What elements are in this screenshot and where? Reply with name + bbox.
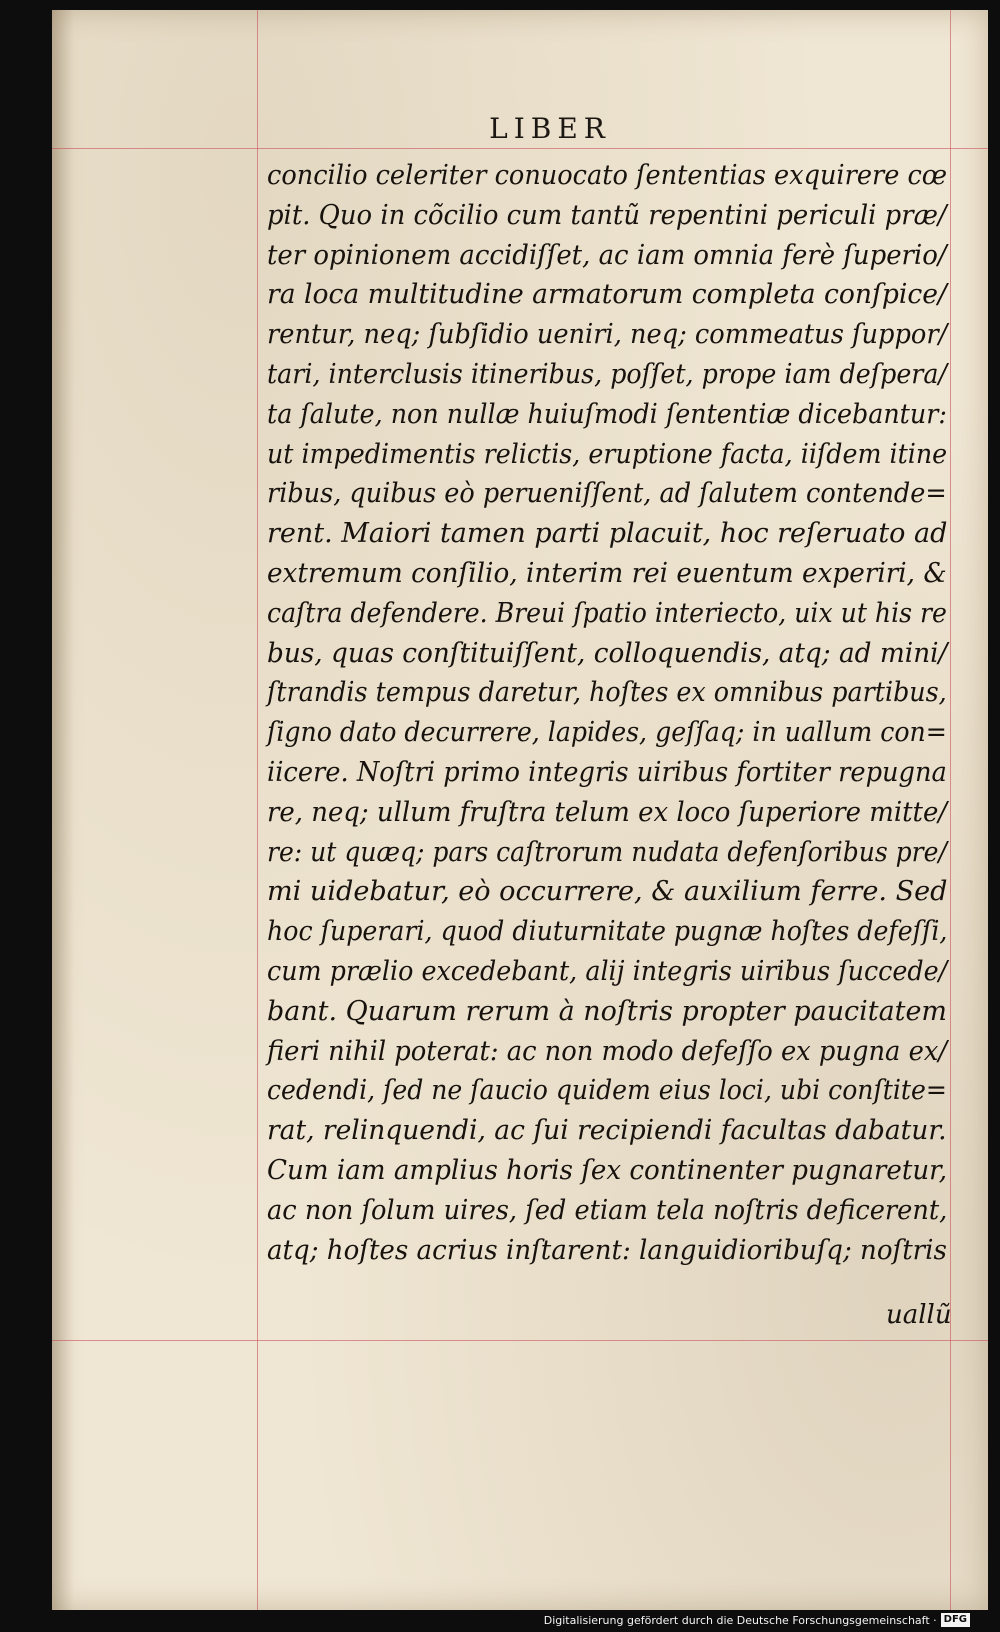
text-line: re, neq; ullum fruſtra telum ex loco ſuperiore mitte/: [267, 795, 948, 828]
book-page: [52, 10, 988, 1610]
credit-text: Digitalisierung gefördert durch die Deutsche Forschungsgemeinschaft ·: [543, 1613, 937, 1627]
text-line: rat, relinquendi, ac ſui recipiendi facultas dabatur.: [267, 1114, 947, 1147]
margin-rule-left: [257, 10, 258, 1610]
dfg-logo: DFG: [941, 1613, 970, 1627]
text-line: bant. Quarum rerum à noſtris propter paucitatem: [267, 994, 947, 1027]
running-header: LIBER: [489, 112, 611, 145]
text-line: tari, interclusis itineribus, poſſet, prope iam deſpera/: [267, 357, 947, 390]
margin-rule-bottom: [52, 1340, 988, 1341]
text-line: hoc ſuperari, quod diuturnitate pugnæ hoſtes defeſſi,: [267, 915, 948, 948]
text-line: Cum iam amplius horis ſex continenter pugnaretur,: [267, 1153, 948, 1186]
text-line: caſtra defendere. Breui ſpatio interiecto, uix ut his re: [267, 596, 947, 629]
text-line: ſtrandis tempus daretur, hoſtes ex omnibus partibus,: [267, 676, 947, 709]
text-line: iicere. Noſtri primo integris uiribus fortiter repugna: [267, 755, 947, 788]
text-line: mi uidebatur, eò occurrere, & auxilium ferre. Sed: [267, 875, 948, 908]
text-line: ut impedimentis relictis, eruptione facta, iiſdem itine: [267, 437, 948, 470]
margin-rule-top: [52, 148, 988, 149]
text-line: cedendi, ſed ne ſaucio quidem eius loci, ubi conſtite=: [267, 1074, 947, 1107]
text-line: bus, quas conſtituiſſent, colloquendis, atq; ad mini/: [267, 636, 948, 669]
text-line: ra loca multitudine armatorum completa conſpice/: [267, 278, 947, 311]
text-line: cum prælio excedebant, alij integris uiribus ſuccede/: [267, 954, 948, 987]
text-line: rentur, neq; ſubſidio ueniri, neq; commeatus ſuppor/: [267, 318, 948, 351]
text-line: ribus, quibus eò perueniſſent, ad ſalutem contende=: [267, 477, 947, 510]
catchword: uallũ: [886, 1300, 952, 1330]
margin-rule-right: [950, 10, 951, 1610]
text-line: re: ut quæq; pars caſtrorum nudata defenſoribus pre/: [267, 835, 947, 868]
body-text: [267, 156, 947, 1270]
text-line: ter opinionem accidiſſet, ac iam omnia ferè ſuperio/: [267, 238, 947, 271]
digitization-credit: [544, 1612, 970, 1628]
text-line: ac non ſolum uires, ſed etiam tela noſtris deficerent,: [267, 1193, 948, 1226]
text-line: extremum conſilio, interim rei euentum experiri, &: [267, 556, 947, 589]
text-line: fieri nihil poterat: ac non modo defeſſo ex pugna ex/: [267, 1034, 948, 1067]
text-line: rent. Maiori tamen parti placuit, hoc reſeruato ad: [267, 517, 948, 550]
text-line: atq; hoſtes acrius inſtarent: languidioribuſq; noſtris: [267, 1233, 947, 1266]
text-line: concilio celeriter conuocato ſententias exquirere cœ: [267, 159, 948, 191]
text-line: ſigno dato decurrere, lapides, geſſaq; in uallum con=: [267, 716, 947, 749]
text-line: ta ſalute, non nullæ huiuſmodi ſententiæ dicebantur:: [267, 397, 947, 430]
text-line: pit. Quo in cõcilio cum tantũ repentini periculi præ/: [267, 198, 947, 231]
